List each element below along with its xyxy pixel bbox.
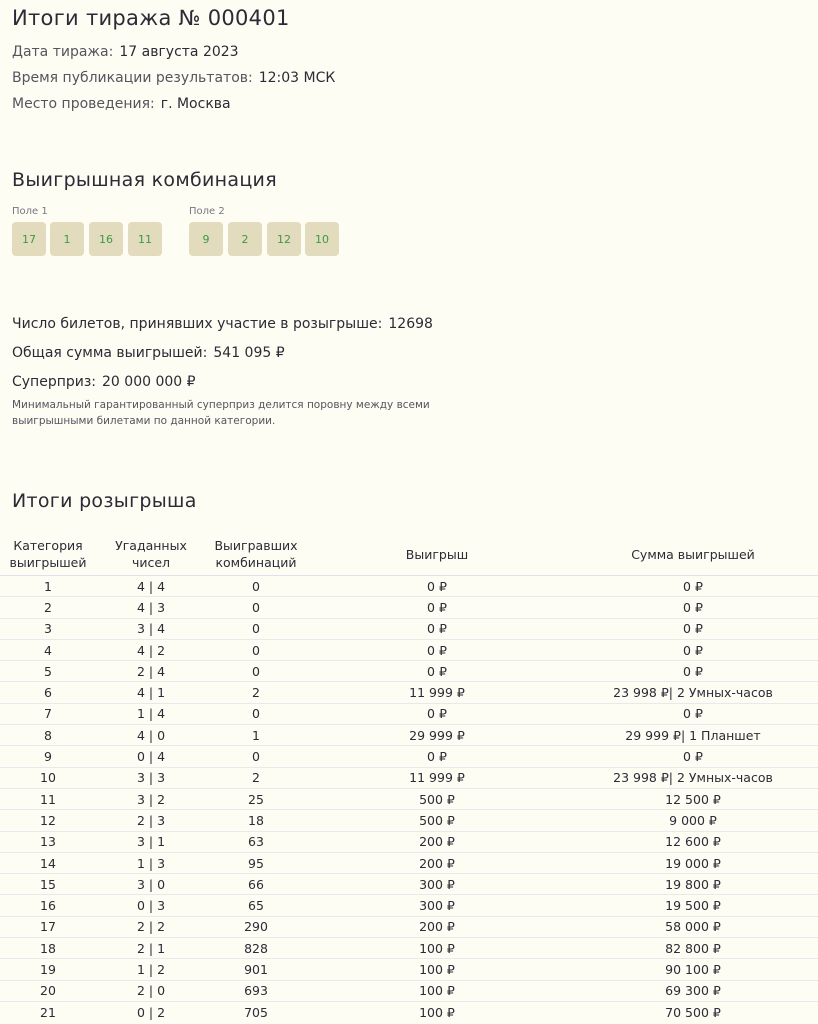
cell-category: 15 [0,874,96,895]
cell-winners: 1 [206,725,306,746]
table-row [0,746,818,767]
cell-winners: 705 [206,1001,306,1022]
cell-total: 23 998 ₽| 2 Умных-часов [568,767,818,788]
table-row [0,895,818,916]
table-row [0,831,818,852]
winning-combination-title: Выигрышная комбинация [12,169,277,191]
cell-prize: 11 999 ₽ [306,767,568,788]
cell-category: 18 [0,938,96,959]
cell-category: 6 [0,682,96,703]
cell-category: 19 [0,959,96,980]
cell-winners: 2 [206,767,306,788]
field2-label: Поле 2 [189,206,225,217]
cell-winners: 65 [206,895,306,916]
table-row [0,661,818,682]
cell-matched: 0 | 3 [96,895,206,916]
venue-label: Место проведения: [12,96,155,112]
cell-winners: 0 [206,597,306,618]
table-row [0,788,818,809]
cell-total: 12 600 ₽ [568,831,818,852]
cell-matched: 0 | 4 [96,746,206,767]
cell-total: 9 000 ₽ [568,810,818,831]
field1-ball: 17 [12,222,46,256]
cell-matched: 3 | 0 [96,874,206,895]
cell-winners: 0 [206,746,306,767]
total-winnings-value: 541 095 ₽ [213,345,285,361]
cell-total: 70 500 ₽ [568,1001,818,1022]
results-title: Итоги розыгрыша [12,490,197,512]
table-row [0,938,818,959]
cell-winners: 0 [206,661,306,682]
cell-prize: 100 ₽ [306,938,568,959]
cell-winners: 66 [206,874,306,895]
superprize-note: Минимальный гарантированный суперприз делится поровну между всеми выигрышными билетами по данной категории. [12,399,430,427]
cell-category: 2 [0,597,96,618]
table-row [0,703,818,724]
cell-category: 10 [0,767,96,788]
superprize-label: Суперприз: [12,374,97,390]
superprize-value: 20 000 000 ₽ [102,374,196,390]
cell-total: 29 999 ₽| 1 Планшет [568,725,818,746]
cell-winners: 0 [206,639,306,660]
cell-total: 0 ₽ [568,639,818,660]
table-row [0,959,818,980]
cell-matched: 1 | 4 [96,703,206,724]
table-row [0,639,818,660]
cell-prize: 500 ₽ [306,788,568,809]
cell-total: 90 100 ₽ [568,959,818,980]
cell-winners: 901 [206,959,306,980]
cell-winners: 828 [206,938,306,959]
total-winnings-label: Общая сумма выигрышей: [12,345,208,361]
cell-prize: 100 ₽ [306,980,568,1001]
field1-ball: 1 [50,222,84,256]
cell-category: 16 [0,895,96,916]
table-row [0,1001,818,1022]
cell-winners: 63 [206,831,306,852]
table-row [0,810,818,831]
cell-category: 9 [0,746,96,767]
draw-date-label: Дата тиража: [12,44,114,60]
header-prize: Выигрыш [405,546,469,562]
tickets-count-value: 12698 [388,316,433,332]
table-row [0,767,818,788]
cell-matched: 1 | 3 [96,852,206,873]
cell-total: 82 800 ₽ [568,938,818,959]
cell-total: 58 000 ₽ [568,916,818,937]
header-winners: Выигравших комбинаций [214,538,298,570]
cell-matched: 0 | 2 [96,1001,206,1022]
publish-time-label: Время публикации результатов: [12,70,253,86]
cell-prize: 0 ₽ [306,618,568,639]
cell-category: 20 [0,980,96,1001]
cell-matched: 4 | 4 [96,576,206,597]
total-winnings-row [12,345,285,361]
header-matched: Угаданных чисел [115,538,187,570]
cell-category: 12 [0,810,96,831]
cell-matched: 3 | 2 [96,788,206,809]
cell-total: 23 998 ₽| 2 Умных-часов [568,682,818,703]
cell-matched: 2 | 0 [96,980,206,1001]
table-row [0,618,818,639]
cell-total: 0 ₽ [568,597,818,618]
field2-ball: 2 [228,222,262,256]
cell-total: 12 500 ₽ [568,788,818,809]
cell-winners: 2 [206,682,306,703]
cell-prize: 300 ₽ [306,874,568,895]
cell-prize: 29 999 ₽ [306,725,568,746]
cell-prize: 0 ₽ [306,703,568,724]
cell-category: 5 [0,661,96,682]
cell-prize: 200 ₽ [306,831,568,852]
cell-category: 1 [0,576,96,597]
table-row [0,597,818,618]
cell-winners: 95 [206,852,306,873]
cell-winners: 0 [206,576,306,597]
table-row [0,725,818,746]
superprize-row [12,374,196,390]
cell-matched: 4 | 0 [96,725,206,746]
cell-prize: 300 ₽ [306,895,568,916]
draw-date-value: 17 августа 2023 [119,44,239,60]
venue-row [12,96,231,112]
field2-ball: 12 [267,222,301,256]
cell-total: 0 ₽ [568,661,818,682]
results-body [0,576,818,1023]
cell-prize: 200 ₽ [306,916,568,937]
cell-category: 13 [0,831,96,852]
cell-winners: 25 [206,788,306,809]
field1-label: Поле 1 [12,206,48,217]
cell-winners: 290 [206,916,306,937]
cell-category: 17 [0,916,96,937]
cell-matched: 4 | 3 [96,597,206,618]
results-header-row [0,533,818,576]
field1-ball: 16 [89,222,123,256]
table-row [0,874,818,895]
cell-prize: 200 ₽ [306,852,568,873]
cell-matched: 4 | 1 [96,682,206,703]
cell-prize: 100 ₽ [306,959,568,980]
cell-prize: 11 999 ₽ [306,682,568,703]
cell-total: 19 000 ₽ [568,852,818,873]
cell-matched: 3 | 3 [96,767,206,788]
cell-prize: 0 ₽ [306,639,568,660]
cell-matched: 2 | 3 [96,810,206,831]
cell-prize: 0 ₽ [306,597,568,618]
cell-category: 11 [0,788,96,809]
cell-prize: 0 ₽ [306,576,568,597]
tickets-count-row [12,316,433,332]
cell-prize: 500 ₽ [306,810,568,831]
cell-prize: 0 ₽ [306,661,568,682]
cell-total: 0 ₽ [568,618,818,639]
cell-matched: 1 | 2 [96,959,206,980]
cell-prize: 100 ₽ [306,1001,568,1022]
field1-ball: 11 [128,222,162,256]
cell-prize: 0 ₽ [306,746,568,767]
publish-time-row [12,70,335,86]
cell-matched: 2 | 4 [96,661,206,682]
table-row [0,682,818,703]
cell-matched: 4 | 2 [96,639,206,660]
cell-total: 19 800 ₽ [568,874,818,895]
cell-total: 0 ₽ [568,746,818,767]
table-row [0,916,818,937]
cell-matched: 3 | 4 [96,618,206,639]
cell-total: 0 ₽ [568,703,818,724]
cell-total: 69 300 ₽ [568,980,818,1001]
table-row [0,576,818,597]
cell-category: 7 [0,703,96,724]
publish-time-value: 12:03 МСК [258,70,336,86]
venue-value: г. Москва [160,96,231,112]
cell-matched: 2 | 2 [96,916,206,937]
header-total: Сумма выигрышей [631,546,755,562]
header-category: Категория выигрышей [9,538,87,570]
table-row [0,980,818,1001]
cell-winners: 693 [206,980,306,1001]
cell-matched: 2 | 1 [96,938,206,959]
cell-winners: 18 [206,810,306,831]
results-table [0,533,818,1022]
tickets-count-label: Число билетов, принявших участие в розыгрыше: [12,316,383,332]
field2-ball: 10 [305,222,339,256]
cell-winners: 0 [206,703,306,724]
cell-winners: 0 [206,618,306,639]
cell-category: 8 [0,725,96,746]
table-row [0,852,818,873]
cell-category: 14 [0,852,96,873]
cell-matched: 3 | 1 [96,831,206,852]
cell-total: 19 500 ₽ [568,895,818,916]
field2-ball: 9 [189,222,223,256]
cell-total: 0 ₽ [568,576,818,597]
cell-category: 4 [0,639,96,660]
cell-category: 3 [0,618,96,639]
page-title: Итоги тиража № 000401 [12,6,290,30]
draw-date-row [12,44,239,60]
cell-category: 21 [0,1001,96,1022]
